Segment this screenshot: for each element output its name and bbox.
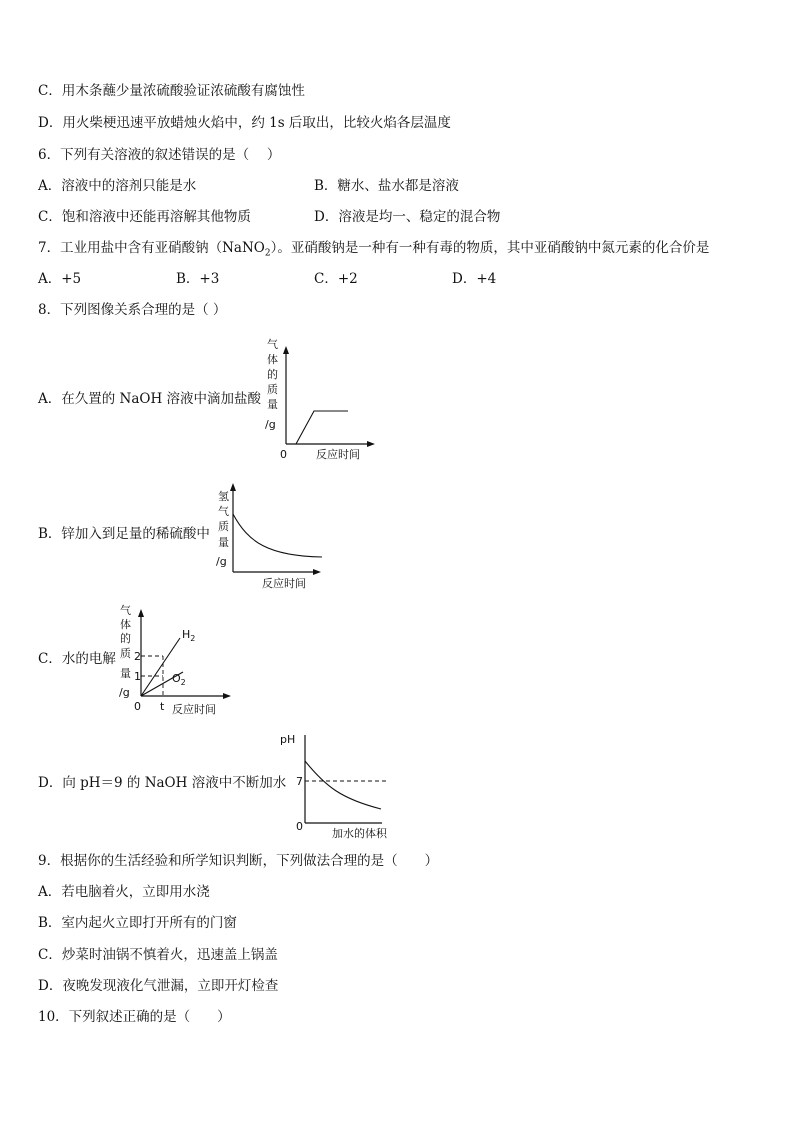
graph-a	[258, 336, 388, 464]
q6-option-a: A．溶液中的溶剂只能是水	[38, 178, 197, 194]
q6-option-c: C．饱和溶液中还能再溶解其他物质	[38, 209, 251, 225]
q9-option-c: C．炒菜时油锅不慎着火，迅速盖上锅盖	[38, 947, 278, 963]
graph-a-curve	[296, 411, 348, 444]
graph-c-ylabel-5: 量	[120, 667, 131, 680]
graph-b-ylabel-4: 量	[218, 536, 229, 549]
option-c-line: C．用木条蘸少量浓硫酸验证浓硫酸有腐蚀性	[38, 83, 305, 99]
graph-a-ylabel-6: /g	[265, 418, 276, 431]
graph-c-tick-1: 1	[134, 670, 141, 683]
graph-a-y-arrow	[283, 346, 289, 354]
graph-b	[212, 480, 342, 592]
option-d-line: D．用火柴梗迅速平放蜡烛火焰中，约 1s 后取出，比较火焰各层温度	[38, 115, 451, 131]
graph-b-y-arrow	[230, 483, 236, 491]
graph-d-origin: 0	[296, 820, 303, 833]
graph-a-ylabel-2: 体	[267, 353, 278, 366]
graph-a-ylabel-1: 气	[267, 338, 278, 351]
q7-option-c: C．+2	[314, 271, 358, 287]
q7-option-d: D．+4	[452, 271, 497, 287]
graph-c-ylabel-2: 体	[120, 618, 131, 631]
q7-text-pre: 7．工业用盐中含有亚硝酸钠（NaNO	[38, 240, 265, 256]
q7-option-a: A．+5	[38, 271, 82, 287]
q8-option-a: A．在久置的 NaOH 溶液中滴加盐酸	[38, 391, 262, 407]
graph-a-xlabel: 反应时间	[316, 448, 360, 461]
graph-d-tick-7: 7	[296, 775, 303, 788]
graph-c-tick-t: t	[160, 700, 165, 713]
graph-a-ylabel-5: 量	[267, 398, 278, 411]
graph-b-ylabel-5: /g	[216, 555, 227, 568]
graph-a-ylabel-4: 质	[267, 383, 278, 396]
graph-c-tick-2: 2	[134, 650, 141, 663]
graph-d	[280, 727, 400, 843]
question-7	[38, 239, 709, 263]
graph-c	[116, 604, 236, 720]
graph-b-x-arrow	[313, 569, 321, 575]
q9-option-d: D．夜晚发现液化气泄漏，立即开灯检查	[38, 978, 279, 994]
question-6: 6．下列有关溶液的叙述错误的是（ ）	[38, 147, 281, 163]
question-10: 10．下列叙述正确的是（ ）	[38, 1009, 231, 1025]
graph-c-svg	[116, 604, 236, 720]
graph-d-ylabel: pH	[280, 733, 296, 746]
q7-subscript: 2	[264, 248, 271, 259]
graph-c-y-arrow	[138, 609, 144, 617]
graph-c-h2-label: $H_2$	[182, 628, 196, 643]
graph-b-ylabel-3: 质	[218, 520, 229, 533]
graph-b-xlabel: 反应时间	[262, 577, 306, 590]
q8-option-c: C．水的电解	[38, 651, 116, 667]
q8-option-d: D．向 pH＝9 的 NaOH 溶液中不断加水	[38, 775, 287, 791]
graph-b-ylabel-2: 气	[218, 505, 229, 518]
q7-text-post: ）。亚硝酸钠是一种有一种有毒的物质，其中亚硝酸钠中氮元素的化合价是	[270, 240, 710, 256]
graph-b-svg	[212, 480, 342, 592]
q9-option-a: A．若电脑着火，立即用水浇	[38, 884, 210, 900]
graph-c-ylabel-1: 气	[120, 604, 131, 617]
graph-c-ylabel-6: /g	[119, 686, 130, 699]
graph-d-svg	[280, 727, 400, 843]
graph-c-h2-line	[141, 638, 180, 696]
q6-option-b: B．糖水、盐水都是溶液	[314, 178, 459, 194]
graph-c-o2-label: $O_2$	[172, 672, 186, 687]
question-8: 8．下列图像关系合理的是（ ）	[38, 302, 227, 318]
graph-c-origin: 0	[134, 700, 141, 713]
q9-option-b: B．室内起火立即打开所有的门窗	[38, 915, 237, 931]
graph-a-ylabel-3: 的	[267, 368, 278, 381]
q8-option-b: B．锌加入到足量的稀硫酸中	[38, 526, 210, 542]
q6-option-d: D．溶液是均一、稳定的混合物	[314, 209, 501, 225]
graph-c-ylabel-4: 质	[120, 647, 131, 660]
q7-option-b: B．+3	[176, 271, 220, 287]
graph-b-ylabel-1: 氢	[218, 490, 229, 503]
graph-c-xlabel: 反应时间	[172, 703, 216, 716]
graph-a-svg	[258, 336, 388, 464]
graph-d-curve	[305, 761, 381, 809]
question-9: 9．根据你的生活经验和所学知识判断，下列做法合理的是（ ）	[38, 853, 439, 869]
graph-b-curve	[233, 514, 322, 557]
graph-a-origin: 0	[280, 448, 287, 461]
graph-d-xlabel: 加水的体积	[332, 827, 387, 840]
graph-c-x-arrow	[223, 693, 231, 699]
graph-a-x-arrow	[367, 441, 375, 447]
graph-c-ylabel-3: 的	[120, 632, 131, 645]
